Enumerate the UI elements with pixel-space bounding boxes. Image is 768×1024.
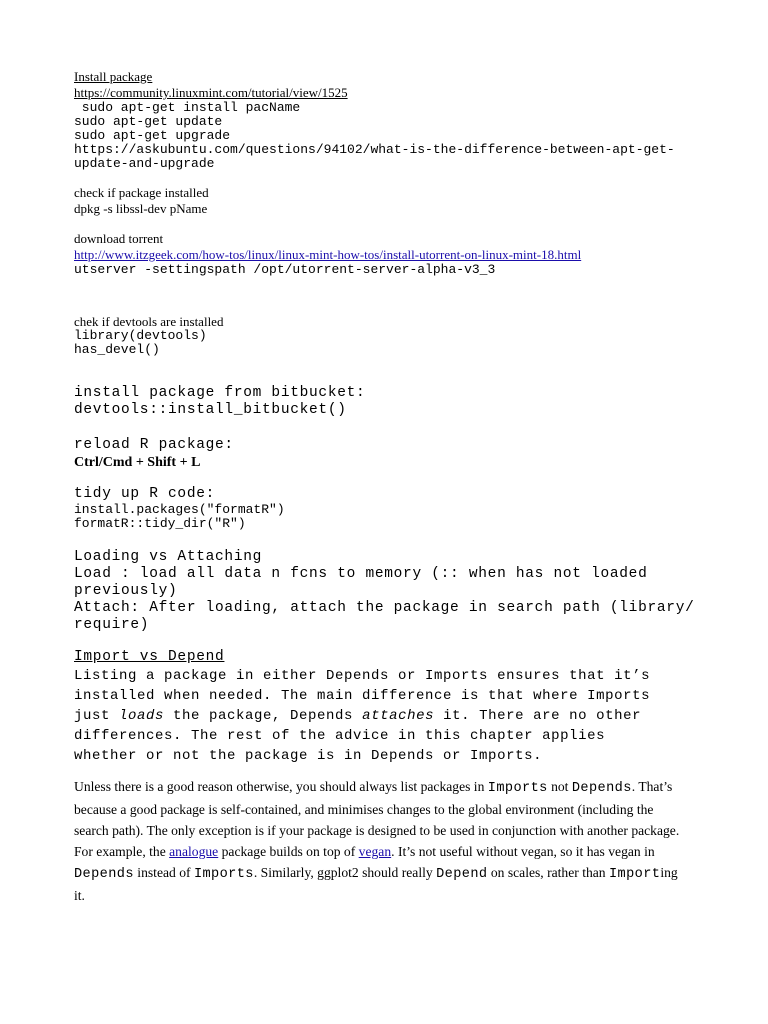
- code-depends-1: Depends: [571, 781, 632, 796]
- unless-text-6: instead of: [133, 865, 194, 880]
- tidy-dir-cmd: formatR::tidy_dir("R"): [74, 516, 246, 531]
- itzgeek-link[interactable]: http://www.itzgeek.com/how-tos/linux/linux-mint-how-tos/install-utorrent-on-linux-mint-18.html: [74, 247, 582, 262]
- line3-text-b: the package, Depends: [164, 708, 363, 724]
- import-depend-line3: [74, 706, 714, 726]
- attach-line2: require): [74, 617, 150, 633]
- devtools-title: chek if devtools are installed: [74, 314, 224, 329]
- loading-title: Loading vs Attaching: [74, 549, 263, 565]
- reload-title: reload R package:: [74, 437, 234, 453]
- bitbucket-title: install package from bitbucket:: [74, 385, 366, 401]
- line3-text-a: just: [74, 708, 120, 724]
- upgrade-cmd: sudo apt-get upgrade: [74, 128, 231, 143]
- askubuntu-ref-line1: https://askubuntu.com/questions/94102/what-is-the-difference-between-apt-get-: [74, 142, 675, 157]
- vegan-link[interactable]: vegan: [358, 844, 392, 859]
- load-line2: previously): [74, 583, 178, 599]
- import-depend-title: Import vs Depend: [74, 649, 225, 665]
- import-depend-line1: Listing a package in either Depends or Imports ensures that it’s: [74, 668, 651, 684]
- unless-text-2: not: [547, 779, 572, 794]
- unless-paragraph: [74, 776, 686, 906]
- code-import: Import: [609, 867, 661, 882]
- attach-line1: Attach: After loading, attach the package in search path (library/: [74, 600, 695, 616]
- unless-text-7: . Similarly, ggplot2 should really: [253, 865, 437, 880]
- check-title: check if package installed: [74, 185, 209, 200]
- code-imports-1: Imports: [487, 781, 548, 796]
- unless-text-9: ing it.: [74, 865, 678, 903]
- unless-text-1: Unless there is a good reason otherwise, you should always list packages in: [74, 779, 488, 794]
- code-depend: Depend: [436, 867, 488, 882]
- reload-shortcut: Ctrl/Cmd + Shift + L: [74, 455, 201, 470]
- attaches-emphasis: attaches: [362, 708, 435, 724]
- install-formatr-cmd: install.packages("formatR"): [74, 502, 285, 517]
- unless-text-4: package builds on top of: [218, 844, 359, 859]
- askubuntu-ref-line2: update-and-upgrade: [74, 156, 215, 171]
- install-tutorial-link[interactable]: https://community.linuxmint.com/tutorial/view/1525: [74, 85, 348, 100]
- unless-text-8: on scales, rather than: [487, 865, 609, 880]
- utserver-cmd: utserver -settingspath /opt/utorrent-server-alpha-v3_3: [74, 262, 496, 277]
- tidy-title: tidy up R code:: [74, 486, 216, 502]
- load-line1: Load : load all data n fcns to memory (:: when has not loaded: [74, 566, 648, 582]
- torrent-title: download torrent: [74, 231, 164, 246]
- has-devel-cmd: has_devel(): [74, 342, 160, 357]
- import-depend-line5: whether or not the package is in Depends or Imports.: [74, 748, 543, 764]
- bitbucket-cmd: devtools::install_bitbucket(): [74, 402, 347, 418]
- install-title: Install package: [74, 69, 153, 84]
- document-body: [74, 69, 714, 906]
- install-cmd: sudo apt-get install pacName: [74, 100, 301, 115]
- line3-text-c: it. There are no other: [434, 708, 642, 724]
- unless-text-3: . That’s because a good package is self-contained, and minimises changes to the global environment (including the search path). The only exception is if your package is designed to be used in conjunction with another package. For example, the: [74, 779, 680, 859]
- unless-text-5: . It’s not useful without vegan, so it has vegan in: [391, 844, 655, 859]
- code-depends-2: Depends: [74, 867, 134, 882]
- dpkg-cmd: dpkg -s libssl-dev pName: [74, 201, 208, 216]
- code-imports-2: Imports: [193, 867, 254, 882]
- analogue-link[interactable]: analogue: [169, 844, 219, 859]
- loads-emphasis: loads: [119, 708, 165, 724]
- update-cmd: sudo apt-get update: [74, 114, 223, 129]
- import-depend-line2: installed when needed. The main difference is that where Imports: [74, 688, 651, 704]
- import-depend-line4: differences. The rest of the advice in this chapter applies: [74, 728, 606, 744]
- library-devtools-cmd: library(devtools): [74, 328, 207, 343]
